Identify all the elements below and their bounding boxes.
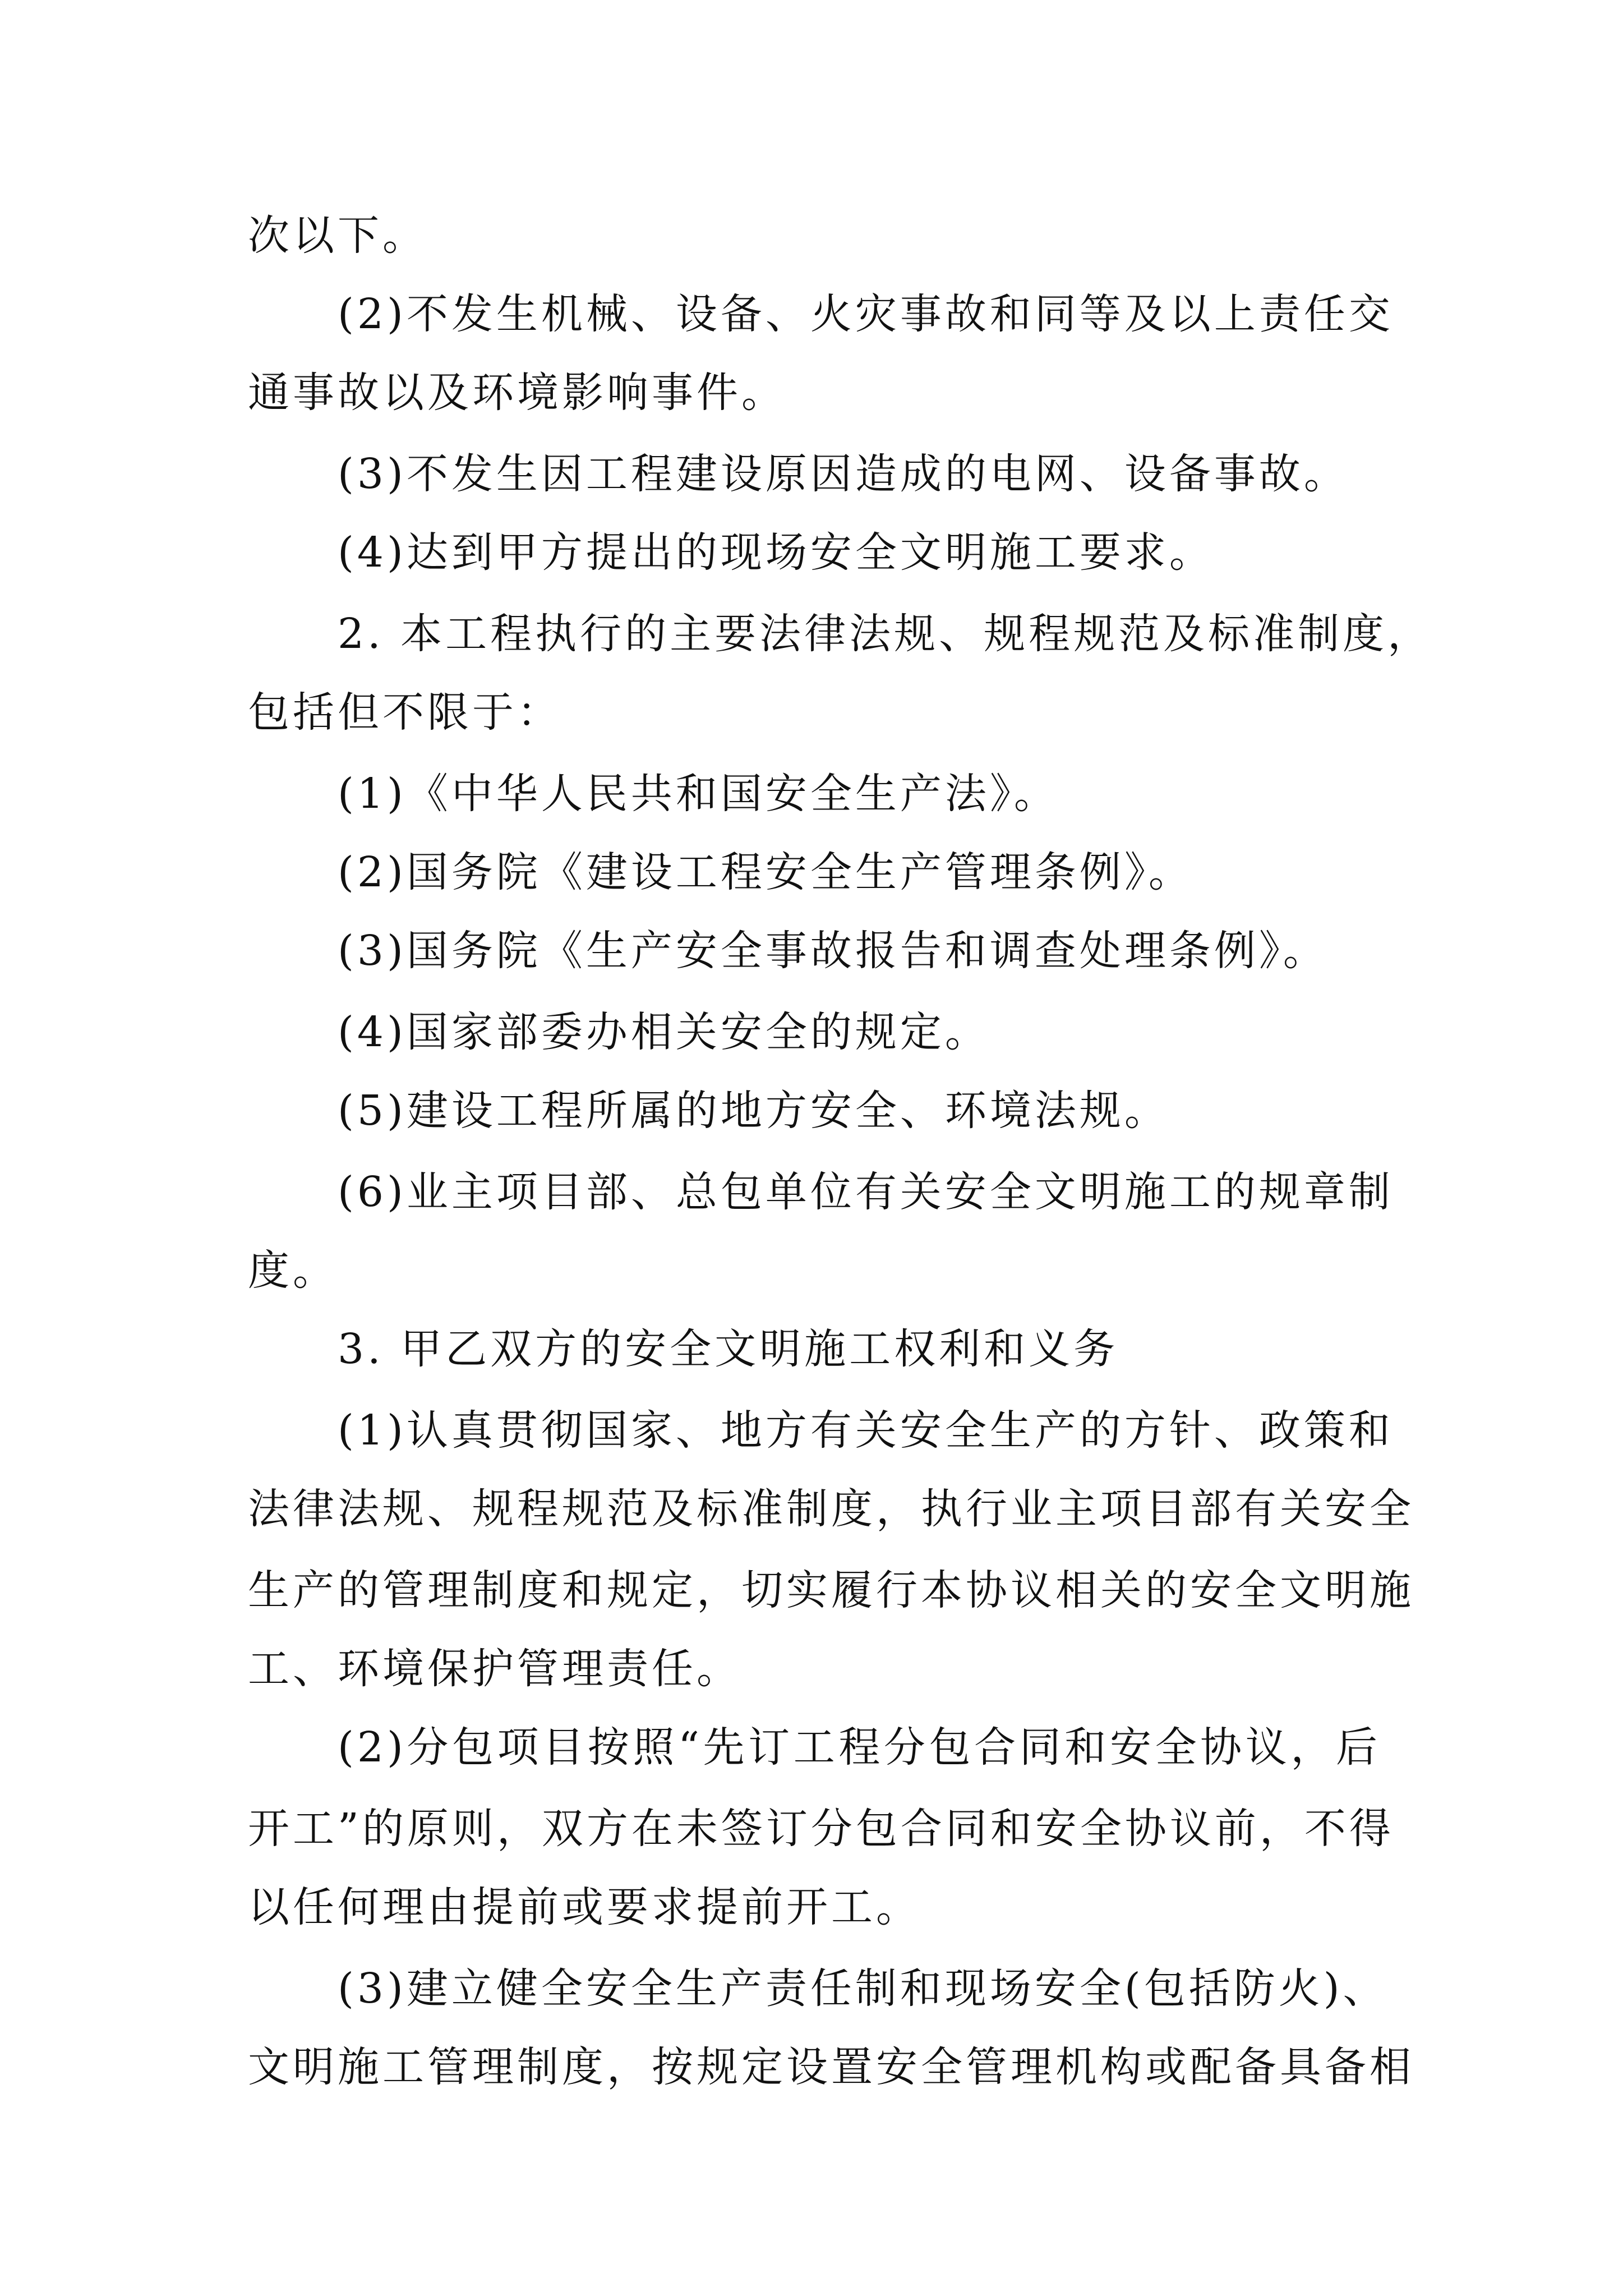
text-line: (6)业主项目部、总包单位有关安全文明施工的规章制 [338,1168,1394,1216]
text-line: 以任何理由提前或要求提前开工。 [248,1883,921,1931]
text-line: 工、环境保护管理责任。 [248,1645,741,1693]
text-line: (4)达到甲方提出的现场安全文明施工要求。 [338,528,1214,577]
text-line: (2)分包项目按照“先订工程分包合同和安全协议，后 [338,1723,1381,1772]
text-line: (3)国务院《生产安全事故报告和调查处理条例》。 [338,927,1328,975]
text-line: (1)《中华人民共和国安全生产法》。 [338,770,1059,818]
text-line: 度。 [248,1246,338,1295]
text-line: 生产的管理制度和规定，切实履行本协议相关的安全文明施 [248,1566,1414,1614]
text-line: 开工”的原则，双方在未签订分包合同和安全协议前，不得 [248,1805,1394,1853]
text-line: 包括但不限于： [248,688,562,737]
text-line: (4)国家部委办相关安全的规定。 [338,1008,990,1056]
text-line: (3)建立健全安全生产责任制和现场安全(包括防火)、 [338,1964,1388,2013]
text-line: 通事故以及环境影响事件。 [248,369,786,417]
text-line: (2)不发生机械、设备、火灾事故和同等及以上责任交 [338,290,1394,338]
section-heading: 2. 本工程执行的主要法律法规、规程规范及标准制度， [338,610,1433,658]
section-heading: 3. 甲乙双方的安全文明施工权利和义务 [338,1325,1119,1373]
text-line: (1)认真贯彻国家、地方有关安全生产的方针、政策和 [338,1406,1394,1455]
text-line: 法律法规、规程规范及标准制度，执行业主项目部有关安全 [248,1485,1414,1533]
text-line: (5)建设工程所属的地方安全、环境法规。 [338,1087,1169,1135]
text-line: 次以下。 [248,211,427,260]
text-line: (3)不发生因工程建设原因造成的电网、设备事故。 [338,450,1349,498]
text-line: 文明施工管理制度，按规定设置安全管理机构或配备具备相 [248,2043,1414,2091]
text-line: (2)国务院《建设工程安全生产管理条例》。 [338,848,1193,896]
